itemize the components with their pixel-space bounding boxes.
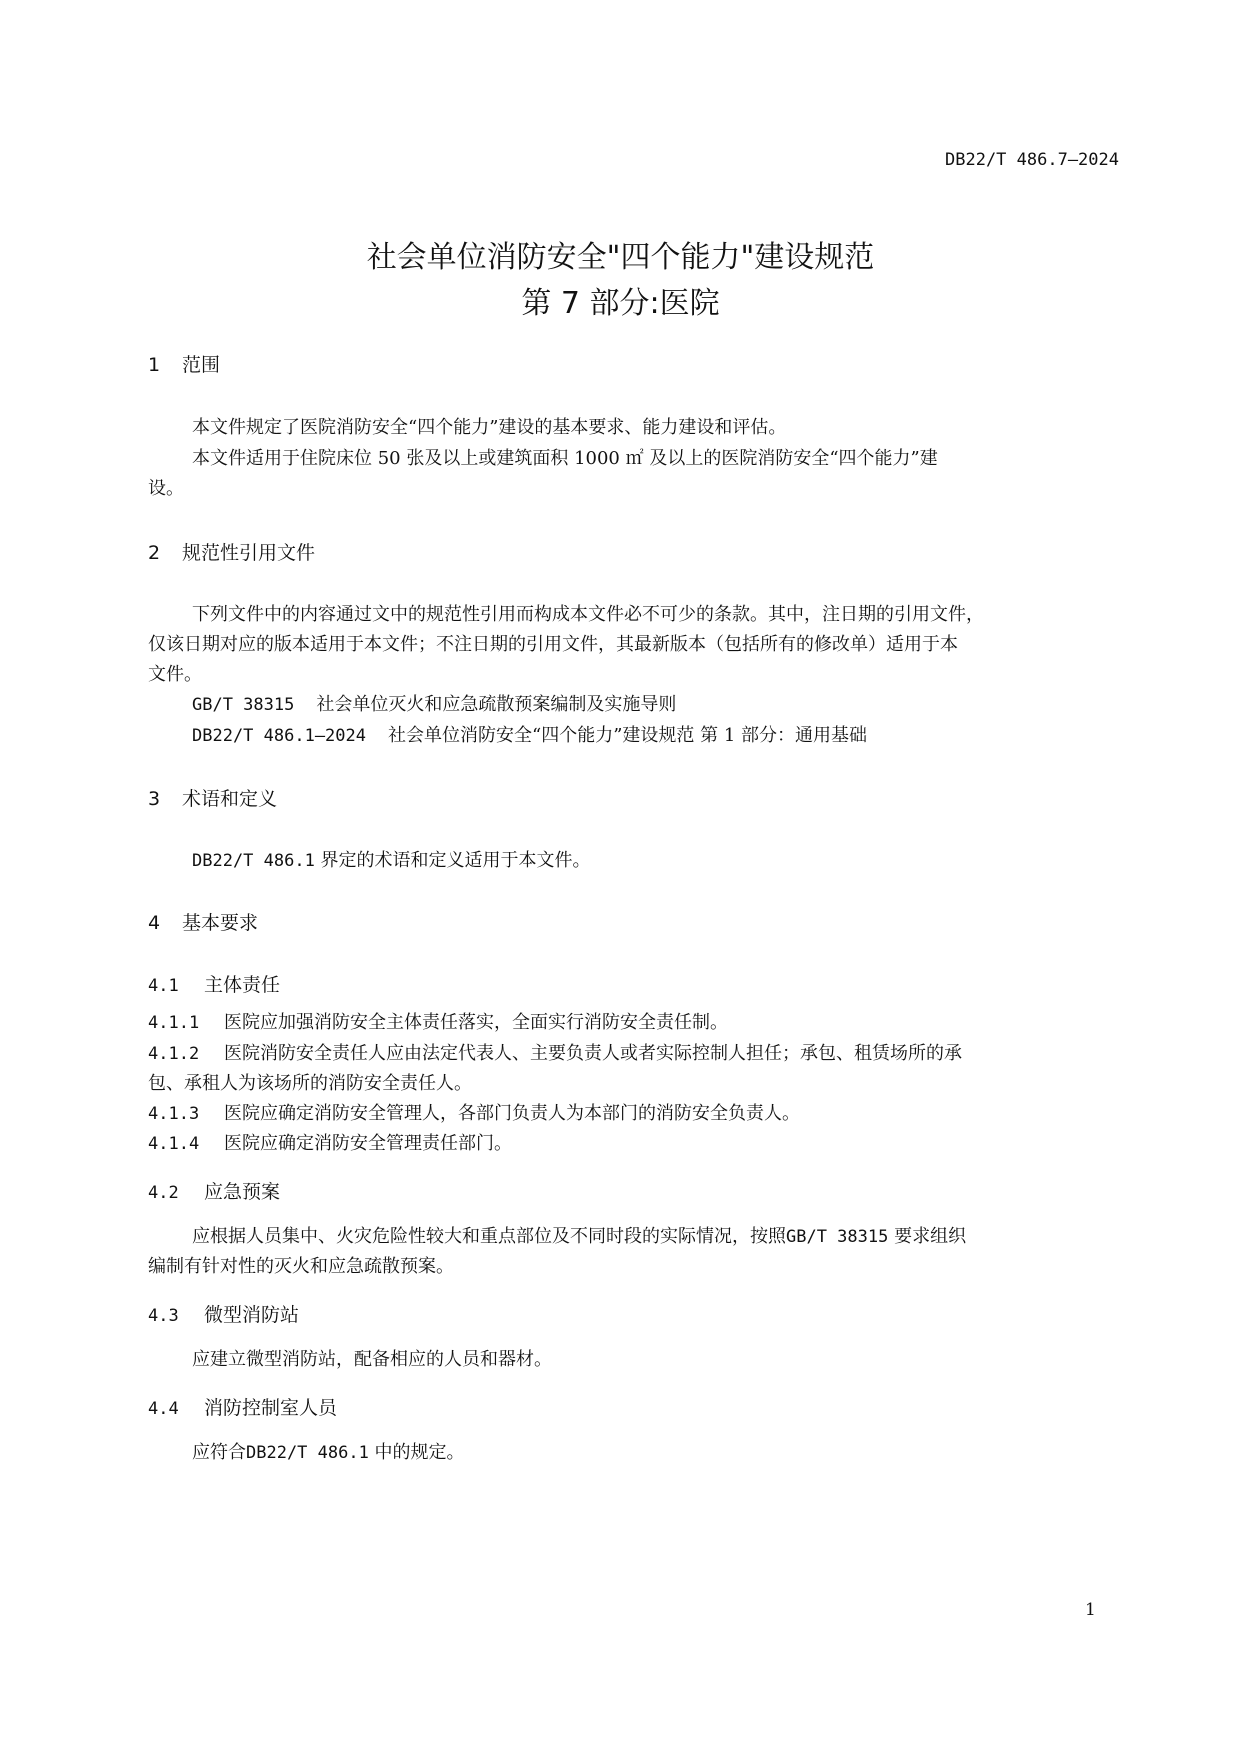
section-number: 3	[148, 788, 161, 810]
paragraph	[192, 1222, 966, 1248]
section-2-heading	[148, 538, 315, 565]
section-number: 2	[148, 542, 161, 564]
clause-4-1-3	[148, 1099, 800, 1125]
document-code: DB22/T 486.7—2024	[945, 150, 1119, 170]
paragraph: 应建立微型消防站，配备相应的人员和器材。	[192, 1349, 552, 1370]
paragraph: 本文件适用于住院床位 50 张及以上或建筑面积 1000 ㎡ 及以上的医院消防安全“四个能力”建	[192, 448, 938, 469]
section-1-heading	[148, 350, 220, 377]
subsection-title: 应急预案	[204, 1181, 281, 1203]
paragraph-continuation: 设。	[148, 478, 184, 499]
clause-text: 医院应加强消防安全主体责任落实，全面实行消防安全责任制。	[224, 1012, 728, 1033]
clause-continuation: 包、承租人为该场所的消防安全责任人。	[148, 1073, 472, 1094]
paragraph-continuation: 仅该日期对应的版本适用于本文件；不注日期的引用文件，其最新版本（包括所有的修改单）适用于本	[148, 634, 958, 655]
clause-number: 4.1.1	[148, 1013, 200, 1033]
section-title: 基本要求	[182, 912, 259, 934]
subsection-4-2-heading	[148, 1177, 280, 1204]
section-number: 1	[148, 354, 161, 376]
subsection-title: 主体责任	[204, 974, 281, 996]
reference-code: DB22/T 486.1	[192, 851, 315, 871]
subsection-number: 4.1	[148, 976, 179, 996]
paragraph	[192, 1438, 465, 1464]
reference-title: 社会单位灭火和应急疏散预案编制及实施导则	[316, 694, 677, 715]
subsection-4-3-heading	[148, 1300, 299, 1327]
clause-number: 4.1.3	[148, 1104, 200, 1124]
section-4-heading	[148, 908, 258, 935]
paragraph	[192, 846, 591, 872]
clause-text: 医院消防安全责任人应由法定代表人、主要负责人或者实际控制人担任；承包、租赁场所的承	[224, 1043, 962, 1064]
section-title: 术语和定义	[182, 788, 278, 810]
clause-text: 医院应确定消防安全管理责任部门。	[224, 1133, 512, 1154]
paragraph-text: 界定的术语和定义适用于本文件。	[314, 850, 591, 871]
subsection-title: 消防控制室人员	[204, 1397, 338, 1419]
paragraph-text: 要求组织	[888, 1226, 967, 1247]
paragraph-continuation: 文件。	[148, 664, 202, 685]
subsection-number: 4.4	[148, 1399, 179, 1419]
paragraph: 下列文件中的内容通过文中的规范性引用而构成本文件必不可少的条款。其中，注日期的引用文件，	[192, 604, 984, 625]
clause-4-1-1	[148, 1008, 728, 1034]
subsection-number: 4.3	[148, 1306, 179, 1326]
reference-title: 社会单位消防安全“四个能力”建设规范 第 1 部分：通用基础	[388, 725, 868, 746]
document-title: 社会单位消防安全"四个能力"建设规范	[366, 240, 875, 275]
subsection-number: 4.2	[148, 1183, 179, 1203]
page-number: 1	[1085, 1600, 1096, 1620]
paragraph-text: 中的规定。	[368, 1442, 465, 1463]
clause-4-1-4	[148, 1129, 512, 1155]
clause-text: 医院应确定消防安全管理人，各部门负责人为本部门的消防安全负责人。	[224, 1103, 800, 1124]
reference-item	[192, 721, 867, 747]
clause-number: 4.1.4	[148, 1134, 200, 1154]
paragraph-text: 应根据人员集中、火灾危险性较大和重点部位及不同时段的实际情况，按照	[192, 1226, 786, 1247]
subsection-title: 微型消防站	[204, 1304, 300, 1326]
reference-item	[192, 690, 676, 716]
paragraph: 本文件规定了医院消防安全“四个能力”建设的基本要求、能力建设和评估。	[192, 417, 787, 438]
section-title: 规范性引用文件	[182, 542, 316, 564]
clause-4-1-2	[148, 1039, 962, 1065]
section-title: 范围	[182, 354, 221, 376]
clause-number: 4.1.2	[148, 1044, 200, 1064]
section-3-heading	[148, 784, 277, 811]
subsection-4-1-heading	[148, 970, 280, 997]
section-number: 4	[148, 912, 161, 934]
reference-code: DB22/T 486.1—2024	[192, 726, 366, 746]
reference-code: GB/T 38315	[786, 1227, 889, 1247]
reference-code: GB/T 38315	[192, 695, 295, 715]
subsection-4-4-heading	[148, 1393, 337, 1420]
document-subtitle: 第 7 部分:医院	[521, 286, 720, 321]
paragraph-text: 应符合	[192, 1442, 246, 1463]
paragraph-continuation: 编制有针对性的灭火和应急疏散预案。	[148, 1256, 454, 1277]
reference-code: DB22/T 486.1	[246, 1443, 369, 1463]
